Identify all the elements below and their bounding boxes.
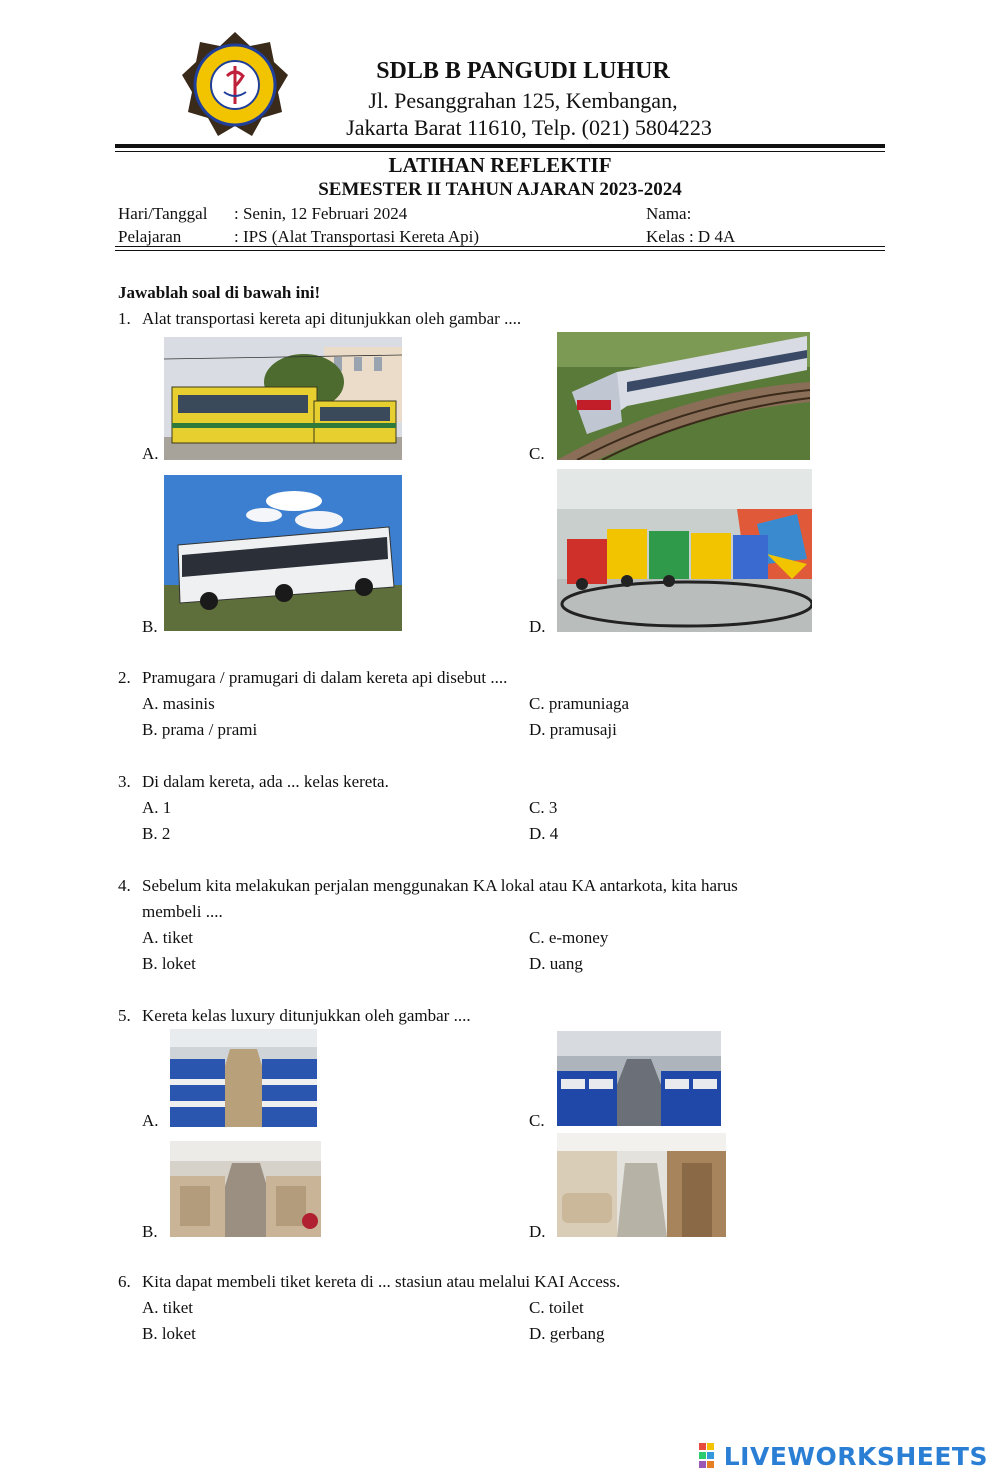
school-address-line2: Jakarta Barat 11610, Telp. (021) 5804223 <box>346 115 712 140</box>
question-4 <box>118 876 738 896</box>
bus-image[interactable] <box>164 475 402 631</box>
question-number: 5. <box>118 1006 131 1025</box>
q5-option-d[interactable]: D. <box>529 1222 546 1241</box>
q2-option-b[interactable]: B. prama / prami <box>142 720 258 739</box>
class-label: Kelas : D 4A <box>646 227 736 246</box>
question-5 <box>118 1006 471 1026</box>
q1-option-c[interactable]: C. <box>529 444 545 463</box>
info-rule-1 <box>115 246 885 247</box>
q4-option-b[interactable]: B. loket <box>142 954 196 973</box>
q3-option-d[interactable]: D. 4 <box>529 824 559 843</box>
tram-image[interactable] <box>164 337 402 460</box>
question-4-line2: membeli .... <box>142 902 223 921</box>
liveworksheets-icon <box>698 1442 724 1470</box>
q1-option-b[interactable]: B. <box>142 617 158 636</box>
q3-option-a[interactable]: A. 1 <box>142 798 172 817</box>
worksheet-subtitle: SEMESTER II TAHUN AJARAN 2023-2024 <box>318 179 682 200</box>
q2-option-c[interactable]: C. pramuniaga <box>529 694 630 713</box>
question-1 <box>118 309 521 329</box>
q2-option-d[interactable]: D. pramusaji <box>529 720 617 739</box>
executive-interior-image[interactable] <box>557 1031 721 1126</box>
subject-value: : IPS (Alat Transportasi Kereta Api) <box>234 227 480 246</box>
q4-option-a[interactable]: A. tiket <box>142 928 193 947</box>
question-text: Sebelum kita melakukan perjalan menggunakan KA lokal atau KA antarkota, kita harus <box>142 876 738 895</box>
train-image[interactable] <box>557 332 810 460</box>
q5-option-c[interactable]: C. <box>529 1111 545 1130</box>
q6-option-a[interactable]: A. tiket <box>142 1298 193 1317</box>
question-number: 3. <box>118 772 131 791</box>
q6-option-d[interactable]: D. gerbang <box>529 1324 605 1343</box>
premium-interior-image[interactable] <box>170 1141 321 1237</box>
instruction: Jawablah soal di bawah ini! <box>118 283 321 302</box>
liveworksheets-logo[interactable] <box>698 1440 988 1472</box>
question-number: 4. <box>118 876 131 895</box>
name-label: Nama: <box>646 204 692 223</box>
question-number: 2. <box>118 668 131 687</box>
header-rule-thin <box>115 151 885 152</box>
q1-option-d[interactable]: D. <box>529 617 546 636</box>
q2-option-a[interactable]: A. masinis <box>142 694 215 713</box>
question-text: Pramugara / pramugari di dalam kereta api disebut .... <box>142 668 508 687</box>
info-rule-2 <box>115 250 885 251</box>
question-6 <box>118 1272 620 1292</box>
q1-option-a[interactable]: A. <box>142 444 159 463</box>
q6-option-b[interactable]: B. loket <box>142 1324 196 1343</box>
toy-train-image[interactable] <box>557 469 812 632</box>
q3-option-b[interactable]: B. 2 <box>142 824 171 843</box>
school-address-line1: Jl. Pesanggrahan 125, Kembangan, <box>368 88 678 113</box>
liveworksheets-brand: LIVEWORKSHEETS <box>723 1441 988 1471</box>
question-number: 6. <box>118 1272 131 1291</box>
question-2 <box>118 668 507 688</box>
luxury-interior-image[interactable] <box>557 1133 726 1237</box>
question-text: Alat transportasi kereta api ditunjukkan oleh gambar .... <box>142 309 522 328</box>
header-rule-thick <box>115 144 885 148</box>
q3-option-c[interactable]: C. 3 <box>529 798 558 817</box>
question-3 <box>118 772 389 792</box>
day-label: Hari/Tanggal <box>118 204 208 223</box>
question-number: 1. <box>118 309 131 328</box>
q4-option-c[interactable]: C. e-money <box>529 928 609 947</box>
economy-interior-image[interactable] <box>170 1029 317 1127</box>
q6-option-c[interactable]: C. toilet <box>529 1298 584 1317</box>
question-text: Kereta kelas luxury ditunjukkan oleh gambar .... <box>142 1006 471 1025</box>
q5-option-b[interactable]: B. <box>142 1222 158 1241</box>
question-text: Di dalam kereta, ada ... kelas kereta. <box>142 772 389 791</box>
school-name: SDLB B PANGUDI LUHUR <box>376 58 670 84</box>
q4-option-d[interactable]: D. uang <box>529 954 583 973</box>
worksheet-title: LATIHAN REFLEKTIF <box>388 153 612 177</box>
q5-option-a[interactable]: A. <box>142 1111 159 1130</box>
question-text: Kita dapat membeli tiket kereta di ... stasiun atau melalui KAI Access. <box>142 1272 621 1291</box>
day-value: : Senin, 12 Februari 2024 <box>234 204 408 223</box>
subject-label: Pelajaran <box>118 227 182 246</box>
